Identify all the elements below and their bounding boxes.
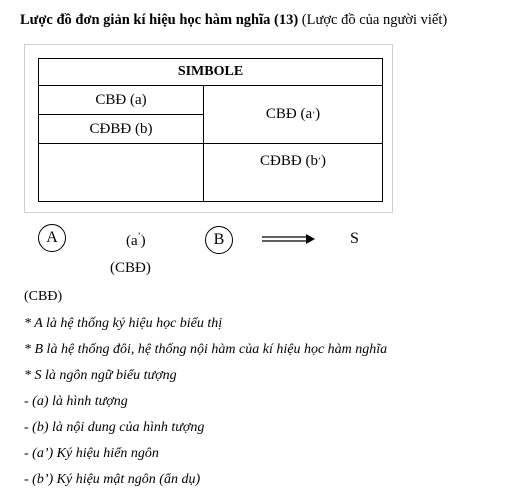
note-item: - (b) là nội dung của hình tượng [24,420,205,435]
note-item: * A là hệ thống ký hiệu học biểu thị [24,316,223,331]
cell-cbd-a-prime-main: CBĐ (a [265,106,313,122]
note-item: * S là ngôn ngữ biểu tượng [24,368,177,383]
a-prime-main: (a [126,233,138,249]
cell-cbd-a-prime-close: ) [315,106,321,122]
note-item: - (a) là hình tượng [24,394,128,409]
simbole-table [38,58,383,202]
a-prime-label [126,233,146,250]
s-label: S [350,230,359,247]
cell-cdbd-b: CĐBĐ (b) [89,120,153,137]
cell-cbd-a: CBĐ (a) [95,91,147,108]
cell-cbd-a-prime: CBĐ (a ’ ) [265,106,321,122]
note-cbdd: (CBĐ) [24,289,63,304]
circle-a: A [38,224,66,252]
cell-empty [39,144,203,201]
note-item: - (b’) Ký hiệu mật ngôn (ẩn dụ) [24,472,201,487]
cell-cdbd-b-prime-main: CĐBĐ (b [260,152,318,169]
note-item: - (a’) Ký hiệu hiển ngôn [24,446,159,461]
figure-title [20,12,447,29]
cbd-label: (CBĐ) [110,260,151,276]
cell-cdbd-b-prime-close: ) [320,152,326,169]
cell-cdbd-b-prime: CĐBĐ (b ’ ) [260,152,326,169]
figure-title-bold: Lược đồ đơn giản kí hiệu học hàm nghĩa (13) [20,12,299,28]
simbole-header: SIMBOLE [177,64,244,79]
double-arrow-icon [262,233,317,245]
circle-b: B [205,226,233,254]
a-prime-close: ) [140,233,146,249]
figure-title-normal: (Lược đồ của người viết) [298,12,448,28]
a-prime-sup: ’ [137,231,141,241]
note-item: * B là hệ thống đôi, hệ thống nội hàm của kí hiệu học hàm nghĩa [24,342,388,357]
